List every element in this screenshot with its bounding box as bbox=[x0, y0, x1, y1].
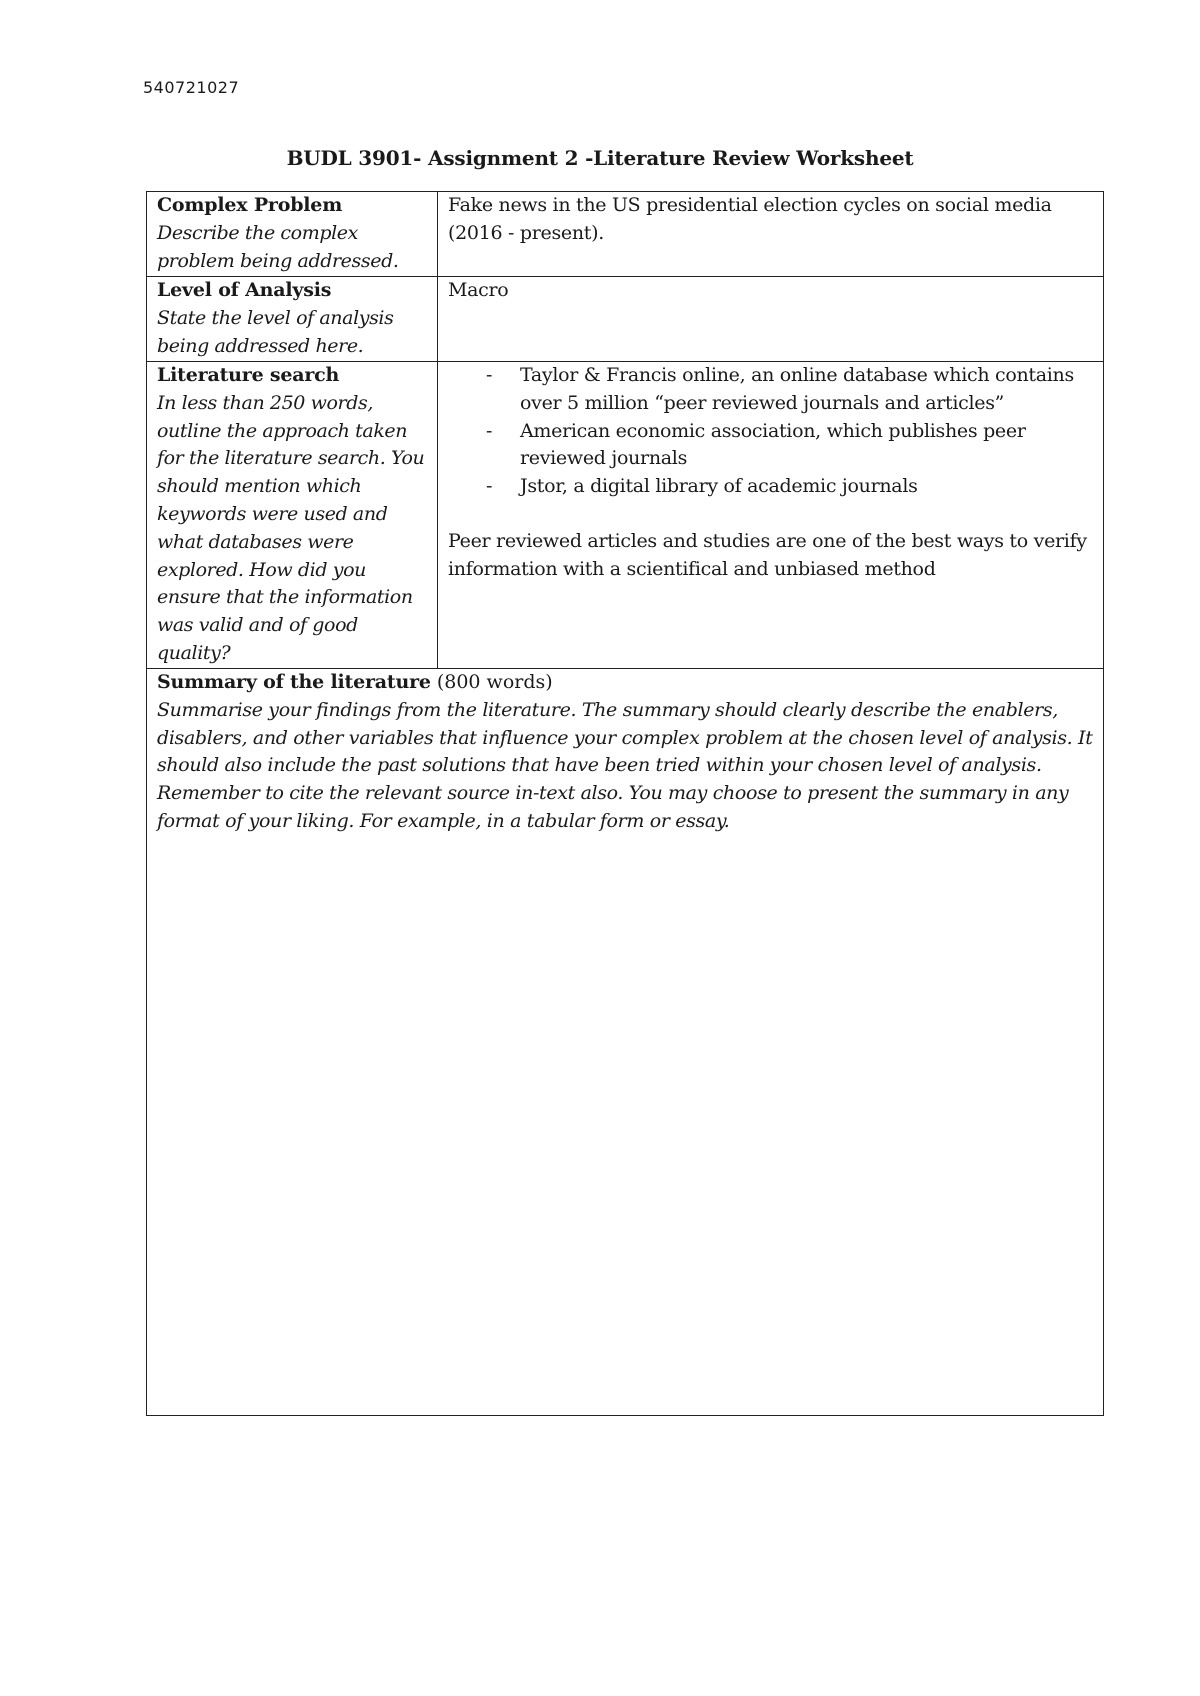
literature-search-label: Literature search bbox=[157, 364, 340, 386]
dash-bullet: - bbox=[486, 364, 493, 386]
list-item bbox=[448, 418, 1095, 474]
literature-search-prompt: In less than 250 words, outline the approach taken for the literature search. You should mention which keywords were used and what databases were explored. How did you ensure that the information was valid and of good quality? bbox=[157, 391, 425, 664]
database-item-text: Jstor, a digital library of academic journals bbox=[520, 475, 918, 498]
summary-row bbox=[147, 669, 1104, 1416]
database-list bbox=[448, 362, 1095, 501]
summary-heading bbox=[157, 669, 1095, 697]
list-item bbox=[448, 473, 1095, 501]
student-id: 540721027 bbox=[143, 78, 240, 97]
literature-search-value-cell[interactable] bbox=[438, 362, 1104, 669]
complex-problem-prompt: Describe the complex problem being addressed. bbox=[157, 221, 399, 272]
summary-label: Summary of the literature bbox=[157, 671, 431, 693]
level-of-analysis-label-cell bbox=[147, 277, 438, 362]
level-of-analysis-value: Macro bbox=[448, 279, 509, 301]
level-of-analysis-prompt: State the level of analysis being addressed here. bbox=[157, 306, 394, 357]
complex-problem-row bbox=[147, 192, 1104, 277]
complex-problem-value: Fake news in the US presidential election cycles on social media (2016 - present). bbox=[448, 194, 1052, 244]
dash-bullet: - bbox=[486, 419, 493, 442]
literature-search-label-cell bbox=[147, 362, 438, 669]
complex-problem-value-cell[interactable] bbox=[438, 192, 1104, 277]
level-of-analysis-value-cell[interactable] bbox=[438, 277, 1104, 362]
literature-search-row bbox=[147, 362, 1104, 669]
complex-problem-label-cell bbox=[147, 192, 438, 277]
complex-problem-label: Complex Problem bbox=[157, 194, 343, 216]
literature-search-note: Peer reviewed articles and studies are one of the best ways to verify information with a scientifical and unbiased method bbox=[448, 529, 1087, 580]
dash-bullet: - bbox=[486, 475, 493, 498]
document-title: BUDL 3901- Assignment 2 -Literature Review Worksheet bbox=[286, 146, 914, 170]
level-of-analysis-row bbox=[147, 277, 1104, 362]
summary-cell[interactable] bbox=[147, 669, 1104, 1416]
database-item-text: Taylor & Francis online, an online database which contains over 5 million “peer reviewed journals and articles” bbox=[520, 364, 1074, 414]
database-item-text: American economic association, which publishes peer reviewed journals bbox=[520, 419, 1026, 470]
summary-prompt: Summarise your findings from the literature. The summary should clearly describe the enablers, disablers, and other variables that influence your complex problem at the chosen level of analysis. It should also include the past solutions that have been tried within your chosen level of analysis. Remember to cite the relevant source in-text also. You may choose to present the summary in any format of your liking. For example, in a tabular form or essay. bbox=[157, 698, 1093, 832]
list-item bbox=[448, 362, 1095, 418]
worksheet-table bbox=[146, 191, 1104, 1416]
level-of-analysis-label: Level of Analysis bbox=[157, 279, 332, 301]
summary-word-limit: (800 words) bbox=[436, 671, 553, 693]
